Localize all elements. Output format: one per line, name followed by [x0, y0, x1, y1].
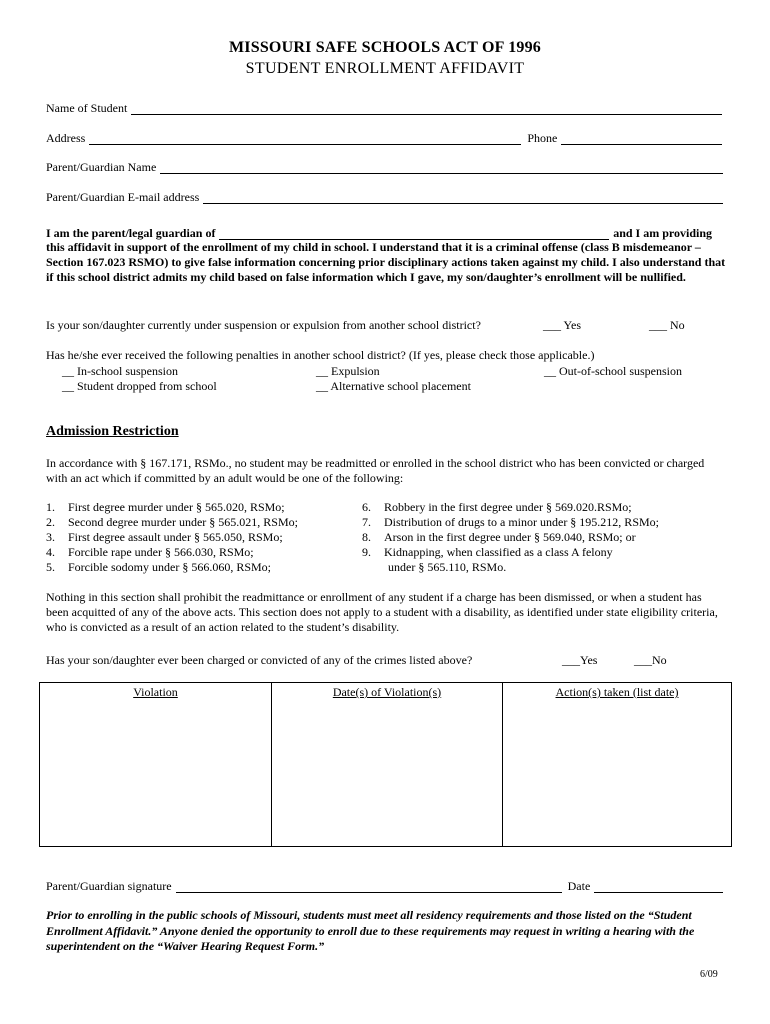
affidavit-statement: this affidavit in support of the enrollment of my child in school. I understand that it is a criminal offense (class B misdemeanor –Section 167.023 RSMO) to give false information concerning prior disciplinary actions taken against my child. I also understand that if this school district admits my child based on false information which I gave, my son/daughter’s enrollment will be nullified.	[46, 240, 726, 284]
list-item: 3. First degree assault under § 565.050, RSMo;	[46, 530, 283, 544]
violation-column[interactable]	[40, 683, 272, 847]
list-item: 6. Robbery in the first degree under § 569.020.RSMo;	[362, 500, 632, 514]
form-title: MISSOURI SAFE SCHOOLS ACT OF 1996	[229, 39, 541, 56]
violation-header: Violation	[133, 685, 178, 699]
in-school-suspension-option[interactable]: __ In-school suspension	[62, 364, 178, 378]
signature-field[interactable]	[176, 881, 562, 893]
list-item: 4. Forcible rape under § 566.030, RSMo;	[46, 545, 254, 559]
list-item: 9. Kidnapping, when classified as a class A felony	[362, 545, 613, 559]
phone-field[interactable]	[561, 133, 722, 145]
suspension-no[interactable]: ___ No	[649, 318, 685, 332]
list-item: 8. Arson in the first degree under § 569.040, RSMo; or	[362, 530, 636, 544]
list-item: 2. Second degree murder under § 565.021, RSMo;	[46, 515, 298, 529]
phone-label: Phone	[527, 131, 558, 145]
address-field[interactable]	[89, 133, 521, 145]
affidavit-first-line	[46, 224, 712, 240]
dropped-from-school-option[interactable]: __ Student dropped from school	[62, 379, 217, 393]
guardian-email-label: Parent/Guardian E-mail address	[46, 190, 200, 204]
student-name-field[interactable]	[131, 103, 722, 115]
violation-date-header: Date(s) of Violation(s)	[332, 685, 442, 699]
list-item: 5. Forcible sodomy under § 566.060, RSMo;	[46, 560, 271, 574]
student-name-row	[46, 99, 722, 115]
child-name-field[interactable]	[219, 228, 609, 240]
action-taken-header: Action(s) taken (list date)	[555, 685, 679, 699]
nothing-paragraph: Nothing in this section shall prohibit the readmittance or enrollment of any student if a charge has been dismissed, or when a student has been acquitted of any of the above acts. This section does not apply to a student with a disability, as identified under state eligibility criteria, who is convicted as a result of an action related to the student’s disability.	[46, 590, 718, 634]
signature-label: Parent/Guardian signature	[46, 879, 172, 893]
violation-date-column[interactable]	[272, 683, 503, 847]
guardian-name-field[interactable]	[160, 162, 723, 174]
affidavit-end: and I am providing	[613, 226, 712, 240]
violation-table	[39, 682, 732, 847]
student-name-label: Name of Student	[46, 101, 128, 115]
enrollment-note: Prior to enrolling in the public schools of Missouri, students must meet all residency requirements and those listed on the “Student Enrollment Affidavit.” Anyone denied the opportunity to enroll due to these requirements may request in writing a hearing with the superintendent on the “Waiver Hearing Request Form.”	[46, 908, 695, 953]
guardian-name-label: Parent/Guardian Name	[46, 160, 157, 174]
action-taken-column[interactable]	[503, 683, 732, 847]
table-row	[40, 683, 732, 847]
form-subtitle: STUDENT ENROLLMENT AFFIDAVIT	[245, 60, 525, 77]
suspension-yes[interactable]: ___ Yes	[543, 318, 582, 332]
admission-intro: In accordance with § 167.171, RSMo., no student may be readmitted or enrolled in the school district who has been convicted or charged with an act which if committed by an adult would be one of the following:	[46, 456, 705, 485]
out-of-school-suspension-option[interactable]: __ Out-of-school suspension	[544, 364, 682, 378]
charged-no[interactable]: ___No	[634, 653, 667, 667]
alternative-placement-option[interactable]: __ Alternative school placement	[316, 379, 471, 393]
guardian-email-row	[46, 188, 723, 204]
charged-question: Has your son/daughter ever been charged or convicted of any of the crimes listed above?	[46, 653, 473, 667]
affidavit-start: I am the parent/legal guardian of	[46, 226, 216, 240]
address-label: Address	[46, 131, 86, 145]
list-item: 1. First degree murder under § 565.020, RSMo;	[46, 500, 285, 514]
date-label: Date	[567, 879, 591, 893]
date-field[interactable]	[594, 881, 723, 893]
charged-yes[interactable]: ___Yes	[562, 653, 598, 667]
guardian-email-field[interactable]	[203, 192, 723, 204]
address-row	[46, 129, 722, 145]
suspension-question: Is your son/daughter currently under suspension or expulsion from another school district?	[46, 318, 481, 332]
signature-row	[46, 877, 723, 893]
expulsion-option[interactable]: __ Expulsion	[316, 364, 380, 378]
guardian-name-row	[46, 158, 723, 174]
list-item: under § 565.110, RSMo.	[388, 560, 507, 574]
admission-heading: Admission Restriction	[46, 424, 179, 439]
form-version: 6/09	[700, 969, 718, 980]
list-item: 7. Distribution of drugs to a minor under § 195.212, RSMo;	[362, 515, 659, 529]
penalties-question: Has he/she ever received the following penalties in another school district? (If yes, please check those applicable.)	[46, 348, 595, 362]
